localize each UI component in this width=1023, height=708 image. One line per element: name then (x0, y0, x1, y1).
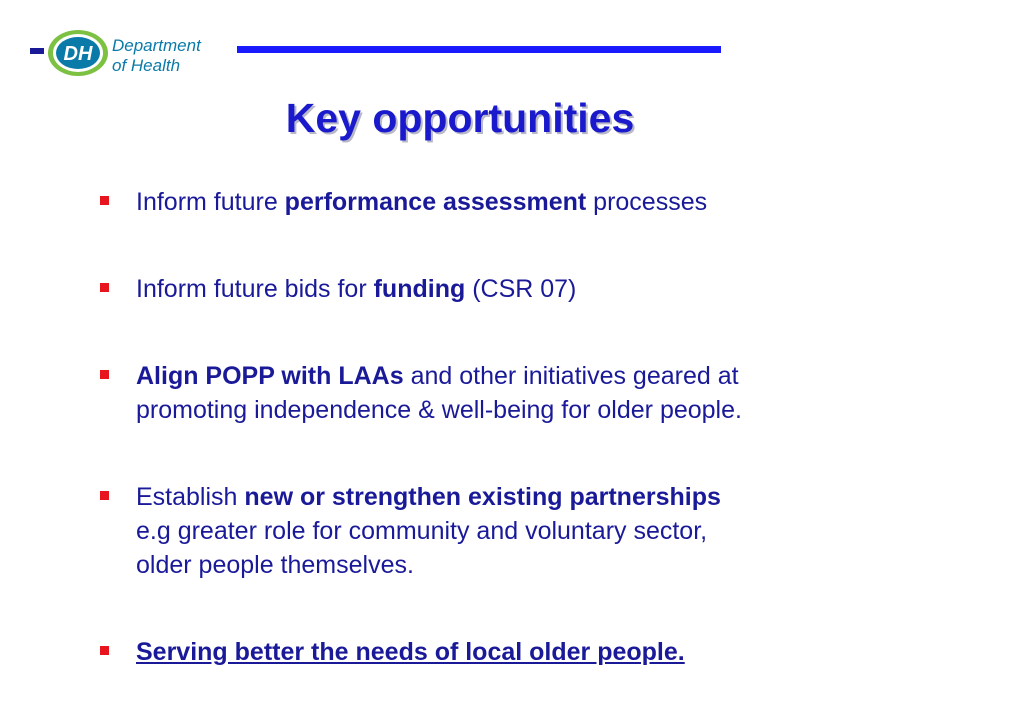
bullet-marker-icon (100, 646, 109, 655)
bullet-item (96, 635, 916, 669)
dh-logo-icon (46, 28, 110, 78)
bullet-item (96, 272, 916, 306)
bullet-item (96, 359, 916, 427)
logo-dash (30, 48, 44, 54)
dh-logo (30, 24, 230, 82)
bullet-text: and other initiatives geared at (403, 362, 739, 390)
logo-line-2: of Health (112, 56, 181, 75)
bullet-line (136, 480, 916, 514)
bullet-marker-icon (100, 283, 109, 292)
slide-title: Key opportunities (285, 95, 635, 141)
bullet-item (96, 480, 916, 582)
bullet-emphasis: new or strengthen existing partnerships (244, 483, 721, 511)
bullet-marker-icon (100, 491, 109, 500)
bullet-list (96, 185, 916, 669)
bullet-text: Establish (136, 483, 245, 511)
bullet-marker-icon (100, 196, 109, 205)
bullet-emphasis: performance assessment (284, 188, 587, 216)
logo-line-1: Department (112, 36, 201, 55)
bullet-emphasis: Align POPP with LAAs (136, 362, 404, 390)
bullet-text: processes (586, 188, 708, 216)
logo-wordmark (112, 36, 201, 76)
bullet-text: Inform future bids for (136, 275, 374, 303)
bullet-line: e.g greater role for community and voluntary sector, (136, 517, 708, 545)
bullet-emphasis-underlined: Serving better the needs of local older people. (136, 638, 685, 666)
bullet-text: Inform future (136, 188, 285, 216)
bullet-line: older people themselves. (136, 551, 414, 579)
bullet-item (96, 185, 916, 219)
bullet-emphasis: funding (373, 275, 466, 303)
bullet-line (136, 359, 916, 393)
bullet-line: promoting independence & well-being for older people. (136, 396, 742, 424)
header-rule (237, 46, 721, 53)
bullet-marker-icon (100, 370, 109, 379)
bullet-text: (CSR 07) (465, 275, 577, 303)
logo-monogram: DH (63, 43, 93, 65)
